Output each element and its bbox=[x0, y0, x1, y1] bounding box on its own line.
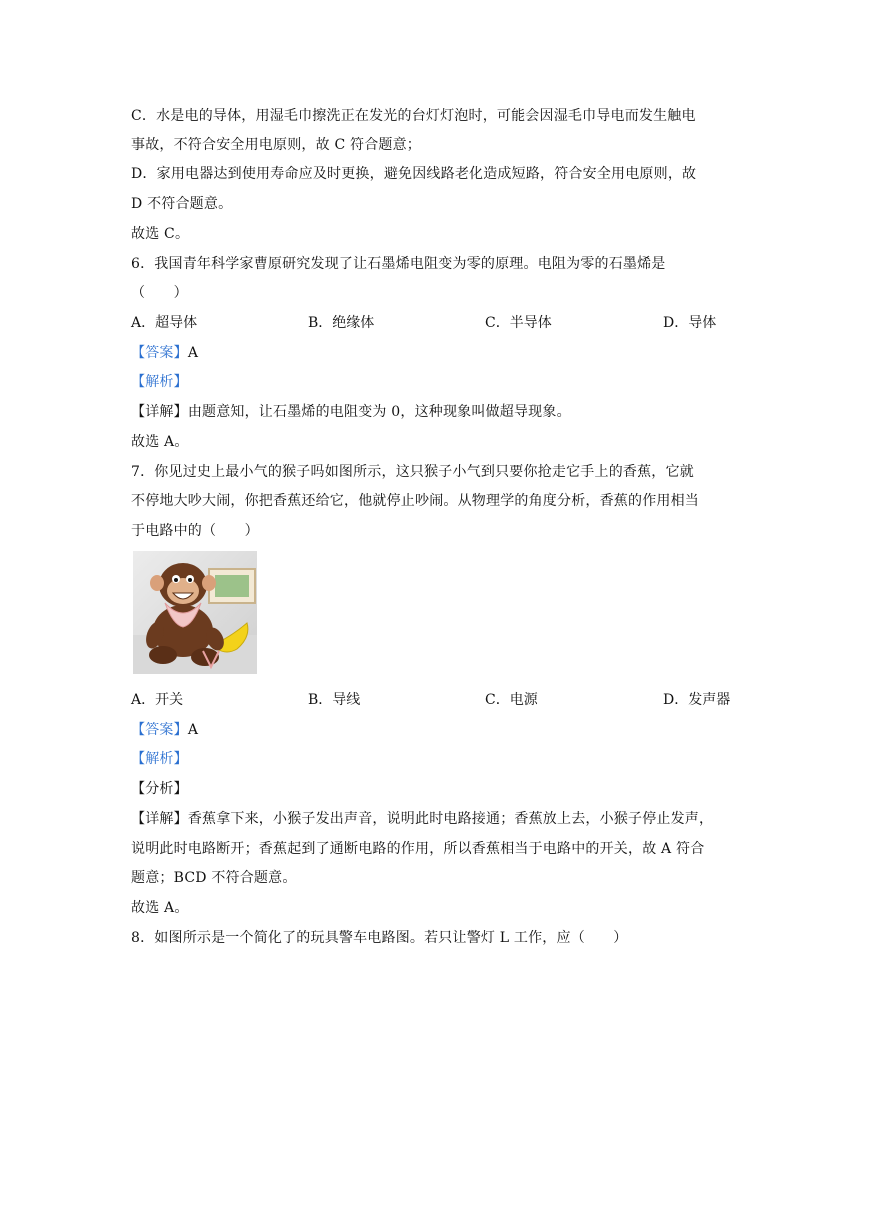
monkey-toy-illustration bbox=[133, 551, 257, 674]
q7-fenxi-row bbox=[131, 779, 188, 799]
q7-choose: 故选 A。 bbox=[131, 900, 189, 916]
q7-analysis-tag: 【解析】 bbox=[131, 751, 188, 767]
q6-option-a: A．超导体 bbox=[131, 315, 198, 331]
prev-option-c-line2: 事故，不符合安全用电原则，故 C 符合题意； bbox=[131, 137, 422, 153]
q6-option-b: B．绝缘体 bbox=[308, 315, 375, 331]
q6-option-d: D．导体 bbox=[663, 315, 717, 331]
q7-answer: A bbox=[187, 722, 199, 738]
q6-analysis-tag: 【解析】 bbox=[131, 374, 188, 390]
q7-detail-line2: 说明此时电路断开；香蕉起到了通断电路的作用，所以香蕉相当于电路中的开关，故 A 符合 bbox=[131, 841, 705, 857]
q6-detail: 由题意知，让石墨烯的电阻变为 0，这种现象叫做超导现象。 bbox=[187, 404, 571, 420]
q6-answer-tag: 【答案】 bbox=[131, 345, 188, 361]
prev-option-d-line2: D 不符合题意。 bbox=[131, 196, 233, 212]
q7-detail-line1 bbox=[131, 809, 713, 829]
q6-answer-row bbox=[131, 343, 198, 363]
q8-stem: 8．如图所示是一个简化了的玩具警车电路图。若只让警灯 L 工作，应（ ） bbox=[131, 930, 628, 946]
q7-detail-text1: 香蕉拿下来，小猴子发出声音，说明此时电路接通；香蕉放上去，小猴子停止发声， bbox=[187, 811, 714, 827]
q7-detail-line3: 题意；BCD 不符合题意。 bbox=[131, 870, 297, 886]
q7-analysis-row bbox=[131, 749, 188, 769]
q7-stem-line3: 于电路中的（ ） bbox=[131, 523, 259, 539]
q6-option-c: C．半导体 bbox=[485, 315, 552, 331]
prev-option-c-line1: C．水是电的导体，用湿毛巾擦洗正在发光的台灯灯泡时，可能会因湿毛巾导电而发生触电 bbox=[131, 108, 696, 124]
q7-stem-line2: 不停地大吵大闹，你把香蕉还给它，他就停止吵闹。从物理学的角度分析，香蕉的作用相当 bbox=[131, 493, 699, 509]
q7-option-c: C．电源 bbox=[485, 692, 538, 708]
q7-detail-tag: 【详解】 bbox=[131, 811, 188, 827]
q6-detail-row bbox=[131, 402, 571, 422]
monkey-toy-photo bbox=[133, 551, 257, 674]
q7-option-d: D．发声器 bbox=[663, 692, 731, 708]
q6-analysis-row bbox=[131, 372, 188, 392]
prev-choose: 故选 C。 bbox=[131, 226, 190, 242]
q7-option-a: A．开关 bbox=[131, 692, 184, 708]
q6-detail-tag: 【详解】 bbox=[131, 404, 188, 420]
q6-choose: 故选 A。 bbox=[131, 434, 189, 450]
q7-stem-line1: 7．你见过史上最小气的猴子吗如图所示，这只猴子小气到只要你抢走它手上的香蕉，它就 bbox=[131, 464, 694, 480]
q7-fenxi-tag: 【分析】 bbox=[131, 781, 188, 797]
q6-stem-line1: 6．我国青年科学家曹原研究发现了让石墨烯电阻变为零的原理。电阻为零的石墨烯是 bbox=[131, 256, 666, 272]
q6-answer: A bbox=[187, 345, 199, 361]
prev-option-d-line1: D．家用电器达到使用寿命应及时更换，避免因线路老化造成短路，符合安全用电原则，故 bbox=[131, 166, 697, 182]
q7-answer-tag: 【答案】 bbox=[131, 722, 188, 738]
q6-stem-line2: （ ） bbox=[131, 285, 188, 301]
q7-answer-row bbox=[131, 720, 198, 740]
q7-option-b: B．导线 bbox=[308, 692, 361, 708]
